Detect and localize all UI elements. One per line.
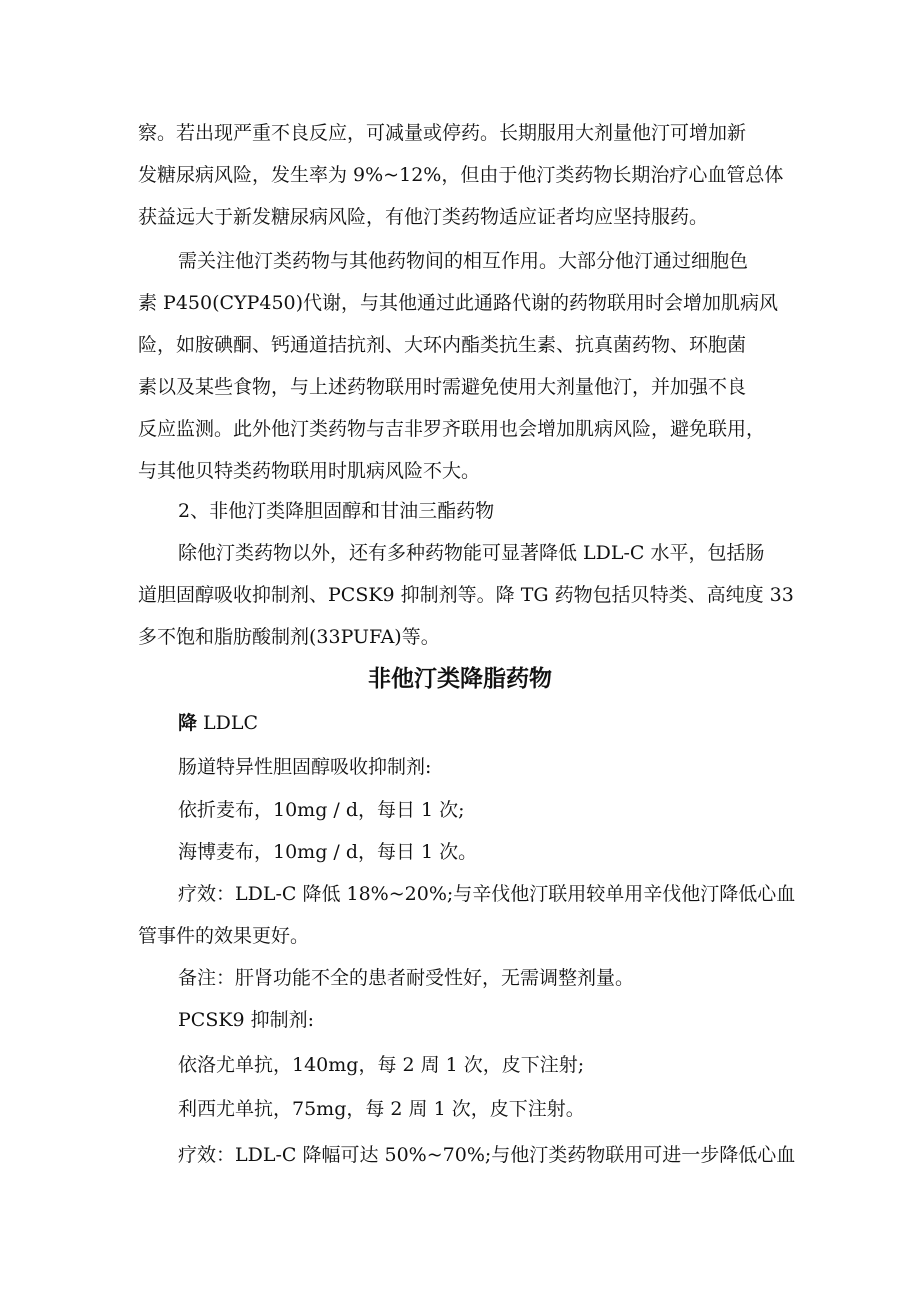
paragraph-line: 素 P450(CYP450)代谢，与其他通过此通路代谢的药物联用时会增加肌病风 (138, 292, 779, 314)
paragraph-line: 发糖尿病风险，发生率为 9%~12%，但由于他汀类药物长期治疗心血管总体 (138, 164, 784, 186)
paragraph-line: 多不饱和脂肪酸制剂(33PUFA)等。 (138, 626, 440, 648)
efficacy-line: 疗效：LDL-C 降低 18%~20%;与辛伐他汀联用较单用辛伐他汀降低心血 (178, 883, 796, 905)
list-item: 利西尤单抗，75mg，每 2 周 1 次，皮下注射。 (178, 1098, 585, 1120)
paragraph-line: 察。若出现严重不良反应，可减量或停药。长期服用大剂量他汀可增加新 (138, 122, 747, 144)
note-line: 备注：肝肾功能不全的患者耐受性好，无需调整剂量。 (178, 967, 635, 989)
subheading-suffix: LDLC (197, 712, 259, 734)
list-item: 海博麦布，10mg / d，每日 1 次。 (178, 841, 478, 863)
section-title: 2、非他汀类降胆固醇和甘油三酯药物 (178, 500, 495, 522)
list-item: 依折麦布，10mg / d，每日 1 次; (178, 799, 465, 821)
paragraph-line: 需关注他汀类药物与其他药物间的相互作用。大部分他汀通过细胞色 (178, 250, 749, 272)
paragraph-line: 险，如胺碘酮、钙通道拮抗剂、大环内酯类抗生素、抗真菌药物、环胞菌 (138, 334, 747, 356)
subheading-prefix: 降 (178, 712, 198, 734)
subheading-ldlc (178, 711, 258, 735)
paragraph-line: 与其他贝特类药物联用时肌病风险不大。 (138, 460, 481, 482)
paragraph-line: 除他汀类药物以外，还有多种药物能可显著降低 LDL-C 水平，包括肠 (178, 542, 765, 564)
section-heading: 非他汀类降脂药物 (368, 666, 552, 692)
list-item: 肠道特异性胆固醇吸收抑制剂: (178, 756, 432, 778)
subheading-pcsk9: PCSK9 抑制剂: (178, 1009, 315, 1031)
paragraph-line: 反应监测。此外他汀类药物与吉非罗齐联用也会增加肌病风险，避免联用， (138, 418, 766, 440)
paragraph-line: 素以及某些食物，与上述药物联用时需避免使用大剂量他汀，并加强不良 (138, 376, 747, 398)
paragraph-line: 获益远大于新发糖尿病风险，有他汀类药物适应证者均应坚持服药。 (138, 206, 709, 228)
paragraph-line: 道胆固醇吸收抑制剂、PCSK9 抑制剂等。降 TG 药物包括贝特类、高纯度 33 (138, 584, 794, 606)
efficacy-line: 疗效：LDL-C 降幅可达 50%~70%;与他汀类药物联用可进一步降低心血 (178, 1144, 796, 1166)
efficacy-line: 管事件的效果更好。 (138, 925, 310, 947)
list-item: 依洛尤单抗，140mg，每 2 周 1 次，皮下注射; (178, 1054, 585, 1076)
